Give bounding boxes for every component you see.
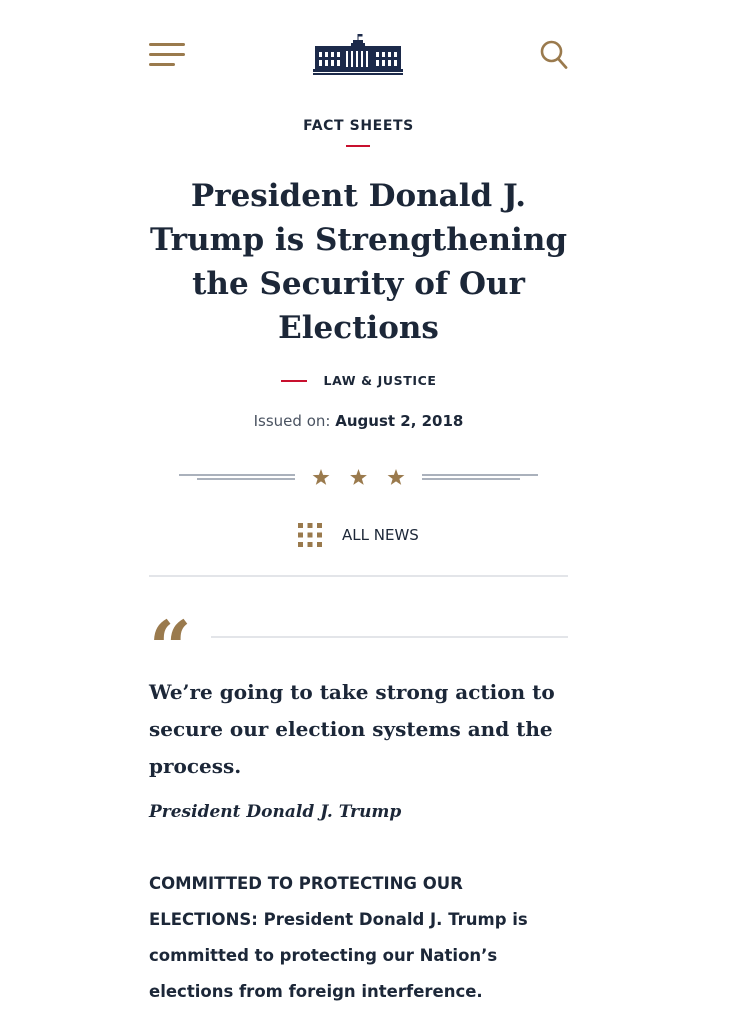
issued-date [149,412,568,430]
all-news-label: ALL NEWS [342,526,419,544]
section-divider [149,575,568,577]
site-header [149,34,568,78]
white-house-logo-icon [313,34,403,76]
search-icon [540,40,568,70]
topic-dash [281,380,307,382]
quote-text: We’re going to take strong action to secure our election systems and the process. [149,680,555,778]
star-icon [350,469,367,485]
topic-link[interactable]: LAW & JUSTICE [323,373,437,389]
quote-rule [211,636,568,638]
star-divider [179,466,538,488]
star-icons [313,469,405,485]
search-button[interactable] [540,40,568,70]
star-icon [388,469,405,485]
body-heading: COMMITTED TO PROTECTING OUR ELECTIONS: [149,874,463,929]
quote-author: President Donald J. Trump [149,802,402,822]
white-house-logo[interactable] [313,34,403,76]
issued-date-value: August 2, 2018 [335,412,464,430]
hamburger-menu-icon [149,42,187,68]
quote-mark-icon: “ [149,606,192,692]
topic-row [149,372,568,394]
page [149,0,568,1020]
body-paragraph [149,866,568,1010]
category-underline [346,145,370,147]
grid-icon [298,523,322,547]
all-news-link[interactable] [298,522,419,548]
article-title: President Donald J. Trump is Strengthening the Security of Our Elections [149,178,568,346]
star-icon [313,469,330,485]
menu-button[interactable] [149,42,187,68]
issued-label: Issued on: [253,412,331,430]
body-text: President Donald J. Trump is committed to protecting our Nation’s elections from foreign interference. [149,910,528,1001]
category-link[interactable]: FACT SHEETS [303,118,414,134]
